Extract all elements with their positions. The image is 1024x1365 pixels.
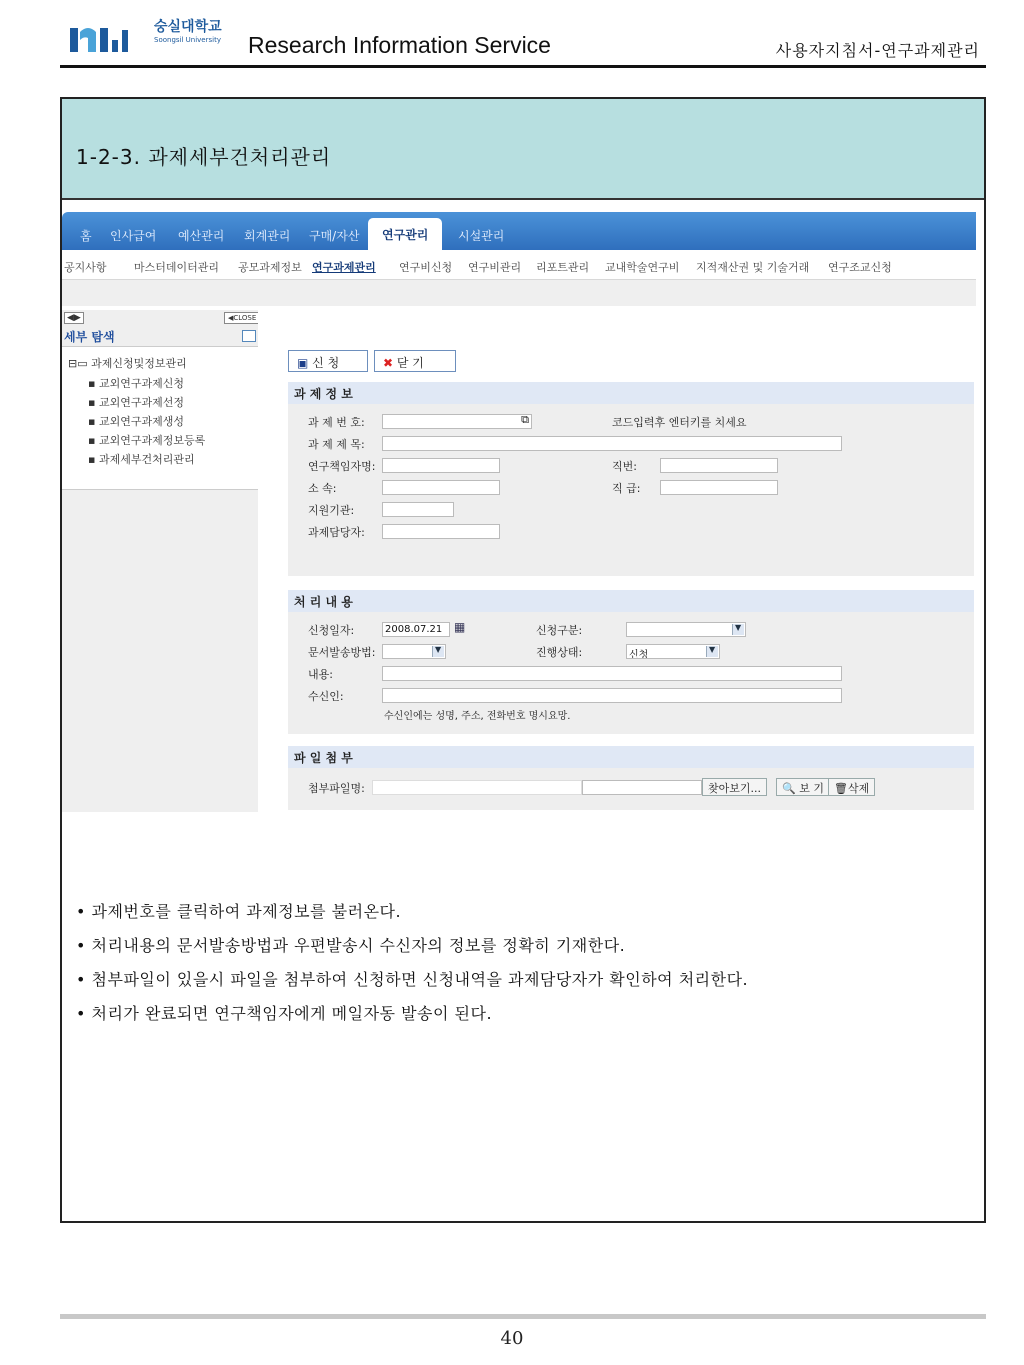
logo-english-text: Soongsil University bbox=[154, 36, 221, 44]
task-title-label: 과 제 제 목: bbox=[308, 438, 365, 451]
chevron-down-icon bbox=[732, 624, 744, 635]
header-rule bbox=[60, 65, 986, 68]
tree-item[interactable]: ▪ 과제세부건처리관리 bbox=[88, 453, 195, 466]
task-no-label: 과 제 번 호: bbox=[308, 416, 365, 429]
close-icon: ✖ bbox=[383, 356, 394, 370]
apply-button-label: 신 청 bbox=[312, 356, 340, 370]
date-label: 신청일자: bbox=[308, 624, 355, 637]
staff-no-input[interactable] bbox=[660, 458, 778, 473]
delete-button-label: 삭제 bbox=[847, 782, 870, 795]
dept-input[interactable] bbox=[382, 480, 500, 495]
tree-item[interactable]: ▪ 교외연구과제생성 bbox=[88, 415, 184, 428]
section-header bbox=[62, 99, 984, 200]
instruction-item: • 처리내용의 문서발송방법과 우편발송시 수신자의 정보를 정확히 기재한다. bbox=[76, 936, 626, 955]
submenu-assistant[interactable]: 연구조교신청 bbox=[828, 261, 892, 274]
page-header bbox=[60, 14, 986, 68]
close-button-label: 닫 기 bbox=[396, 356, 424, 370]
apply-type-select[interactable] bbox=[626, 622, 746, 637]
trash-icon: 🗑 bbox=[834, 782, 848, 795]
view-icon: 🔍 bbox=[782, 782, 796, 795]
content-input[interactable] bbox=[382, 666, 842, 681]
service-title: Research Information Service bbox=[248, 32, 551, 58]
content-label: 내용: bbox=[308, 668, 333, 681]
rank-input[interactable] bbox=[660, 480, 778, 495]
lookup-icon[interactable]: ⧉ bbox=[521, 414, 529, 426]
agency-label: 지원기관: bbox=[308, 504, 355, 517]
menu-item-accounting[interactable]: 회계관리 bbox=[244, 229, 291, 243]
status-value: 신청 bbox=[629, 650, 649, 659]
menu-item-home[interactable]: 홈 bbox=[80, 229, 92, 243]
section-title: 1-2-3. 과제세부건처리관리 bbox=[76, 145, 332, 169]
footer-rule bbox=[60, 1314, 986, 1319]
attach-panel bbox=[288, 768, 974, 810]
task-no-hint: 코드입력후 엔터키를 치세요 bbox=[612, 416, 747, 429]
toolbar-strip bbox=[62, 280, 976, 306]
pi-name-label: 연구책임자명: bbox=[308, 460, 376, 473]
dept-label: 소 속: bbox=[308, 482, 337, 495]
agency-input[interactable] bbox=[382, 502, 454, 517]
manual-title: 사용자지침서-연구과제관리 bbox=[775, 41, 980, 60]
instruction-item: • 과제번호를 클릭하여 과제정보를 불러온다. bbox=[76, 902, 402, 921]
tree-item-label: 과제세부건처리관리 bbox=[98, 453, 195, 466]
close-button[interactable] bbox=[374, 350, 456, 372]
recipient-label: 수신인: bbox=[308, 690, 344, 703]
menu-item-hr-payroll[interactable]: 인사급여 bbox=[110, 229, 157, 243]
sidebar bbox=[62, 310, 258, 812]
submenu-master-data[interactable]: 마스터데이터관리 bbox=[134, 261, 220, 274]
task-info-panel bbox=[288, 404, 974, 576]
sub-menu-bar bbox=[62, 250, 976, 280]
task-no-input[interactable] bbox=[382, 414, 532, 429]
status-select[interactable] bbox=[626, 644, 720, 659]
pi-name-input[interactable] bbox=[382, 458, 500, 473]
instruction-item: • 첨부파일이 있을시 파일을 첨부하여 신청하면 신청내역을 과제담당자가 확인하여 처리한다. bbox=[76, 970, 749, 989]
apply-type-label: 신청구분: bbox=[536, 624, 583, 637]
submenu-report[interactable]: 리포트관리 bbox=[536, 261, 590, 274]
browse-button[interactable]: 찾아보기... bbox=[702, 778, 767, 796]
staff-no-label: 직번: bbox=[612, 460, 637, 473]
tree-item[interactable]: ▪ 교외연구과제정보등록 bbox=[88, 434, 206, 447]
process-heading: 처 리 내 용 bbox=[288, 590, 974, 612]
file-name-display bbox=[372, 780, 582, 795]
submenu-public-task[interactable]: 공모과제정보 bbox=[238, 261, 302, 274]
top-menu-bar bbox=[62, 212, 976, 250]
task-title-input[interactable] bbox=[382, 436, 842, 451]
file-name-label: 첨부파일명: bbox=[308, 782, 365, 795]
sidebar-nav-arrows[interactable]: ◀▶ bbox=[64, 312, 84, 324]
main-form bbox=[258, 310, 976, 812]
sidebar-tree bbox=[62, 346, 258, 490]
menu-item-purchase[interactable]: 구매/자산 bbox=[309, 229, 360, 243]
manager-input[interactable] bbox=[382, 524, 500, 539]
chevron-down-icon bbox=[706, 646, 718, 657]
recipient-input[interactable] bbox=[382, 688, 842, 703]
submenu-notice[interactable]: 공지사항 bbox=[64, 261, 107, 274]
calendar-icon[interactable]: ▦ bbox=[454, 620, 466, 634]
view-button-label: 보 기 bbox=[799, 782, 824, 795]
app-screenshot bbox=[62, 212, 976, 812]
instruction-item: • 처리가 완료되면 연구책임자에게 메일자동 발송이 된다. bbox=[76, 1004, 493, 1023]
sidebar-folder-icon[interactable] bbox=[242, 330, 256, 342]
submenu-ip-tech[interactable]: 지적재산권 및 기술거래 bbox=[696, 261, 810, 274]
process-panel bbox=[288, 612, 974, 734]
send-method-select[interactable] bbox=[382, 644, 446, 659]
submenu-fund-apply[interactable]: 연구비신청 bbox=[399, 261, 453, 274]
chevron-down-icon bbox=[432, 646, 444, 657]
task-info-heading: 과 제 정 보 bbox=[288, 382, 974, 404]
view-button[interactable] bbox=[776, 778, 830, 796]
save-icon: ▣ bbox=[297, 356, 309, 370]
delete-button[interactable] bbox=[828, 778, 875, 796]
tree-item-label: 교외연구과제선정 bbox=[98, 396, 184, 409]
content-frame bbox=[60, 97, 986, 1223]
apply-button[interactable] bbox=[288, 350, 368, 372]
tree-root-item[interactable]: ⊟▭ 과제신청및정보관리 bbox=[68, 357, 187, 370]
status-label: 진행상태: bbox=[536, 646, 583, 659]
send-method-label: 문서발송방법: bbox=[308, 646, 376, 659]
submenu-campus-research[interactable]: 교내학술연구비 bbox=[605, 261, 680, 274]
submenu-research-task[interactable]: 연구과제관리 bbox=[312, 261, 376, 274]
university-logo bbox=[66, 22, 150, 56]
tree-item-label: 교외연구과제정보등록 bbox=[98, 434, 206, 447]
date-input[interactable]: 2008.07.21 bbox=[382, 622, 450, 637]
file-path-input[interactable] bbox=[582, 780, 702, 795]
manager-label: 과제담당자: bbox=[308, 526, 365, 539]
menu-item-research[interactable]: 연구관리 bbox=[368, 218, 442, 250]
attach-heading: 파 일 첨 부 bbox=[288, 746, 974, 768]
sidebar-title: 세부 탐색 bbox=[64, 330, 115, 344]
recipient-note: 수신인에는 성명, 주소, 전화번호 명시요망. bbox=[384, 711, 571, 722]
tree-item-label: 교외연구과제생성 bbox=[98, 415, 184, 428]
menu-item-facility[interactable]: 시설관리 bbox=[458, 229, 505, 243]
submenu-fund-manage[interactable]: 연구비관리 bbox=[468, 261, 522, 274]
rank-label: 직 급: bbox=[612, 482, 641, 495]
tree-item[interactable]: ▪ 교외연구과제선정 bbox=[88, 396, 184, 409]
page-number: 40 bbox=[500, 1328, 524, 1349]
sidebar-close-button[interactable]: ◀CLOSE bbox=[224, 312, 260, 324]
tree-item-label: 교외연구과제신청 bbox=[98, 377, 184, 390]
tree-item[interactable]: ▪ 교외연구과제신청 bbox=[88, 377, 184, 390]
logo-korean-text: 숭실대학교 bbox=[154, 19, 222, 35]
menu-item-budget[interactable]: 예산관리 bbox=[178, 229, 225, 243]
